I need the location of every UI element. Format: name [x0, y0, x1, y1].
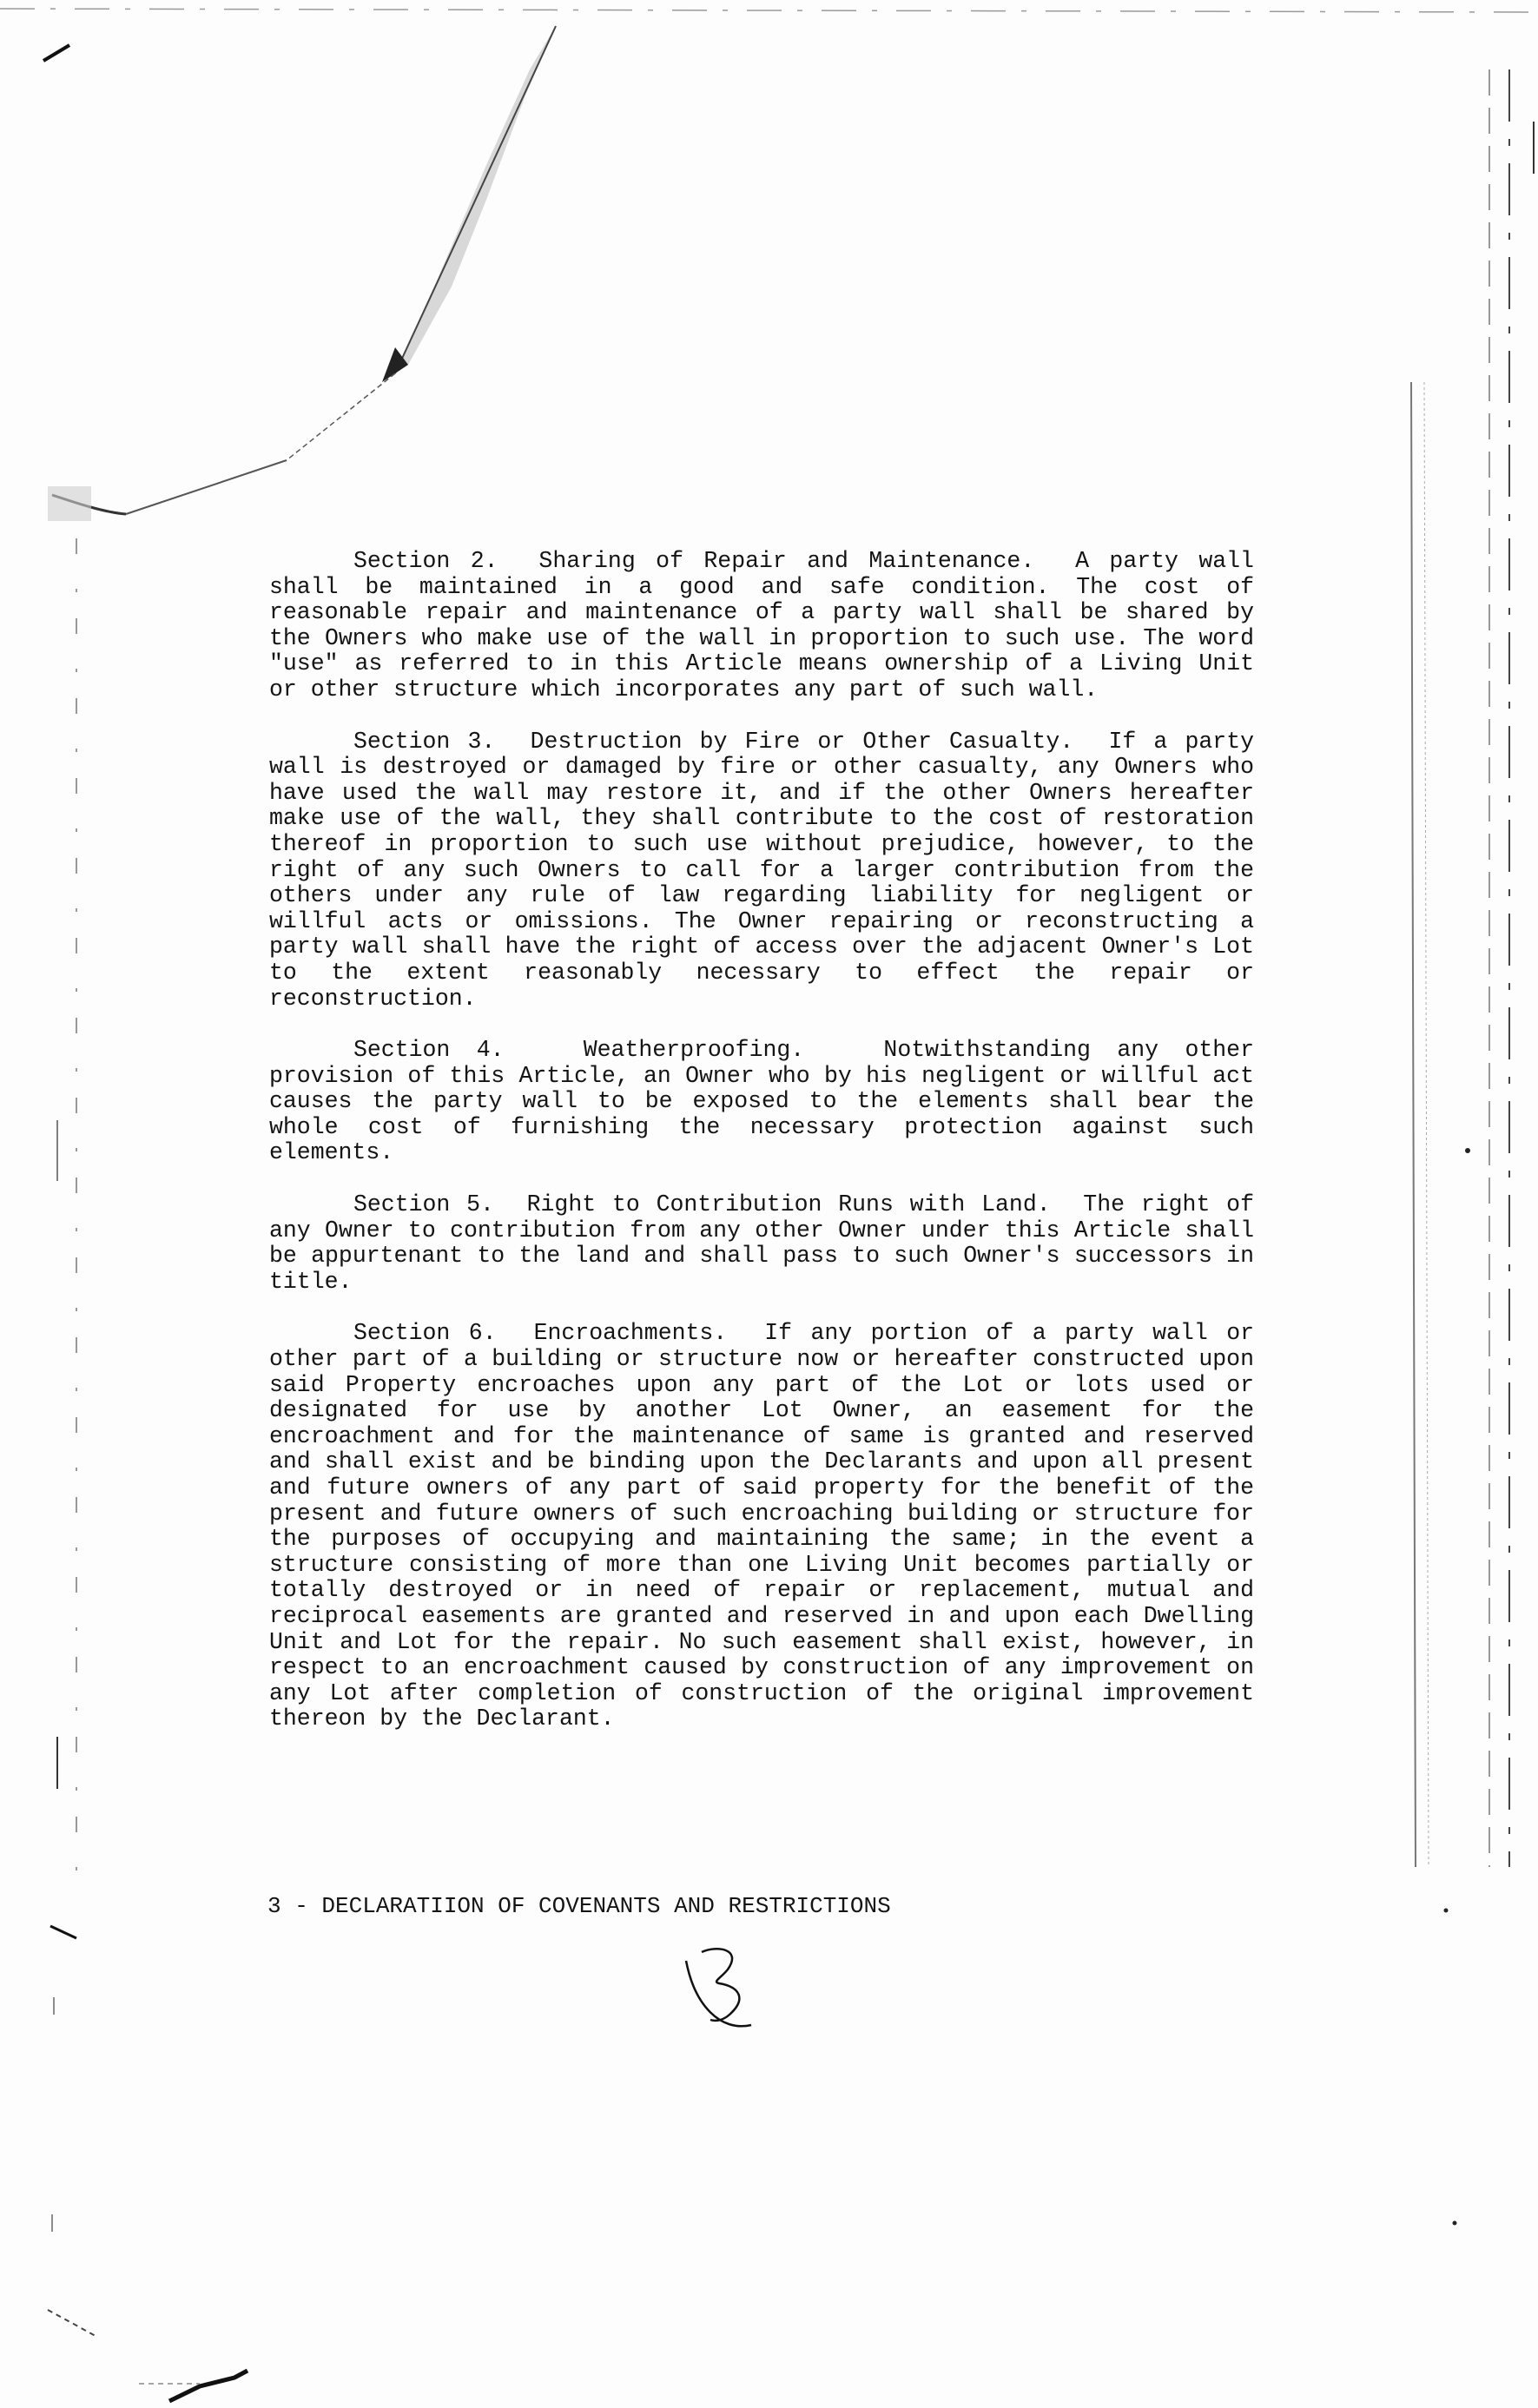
section-5-number: Section 5.	[353, 1191, 494, 1218]
section-3-text: If a party wall is destroyed or damaged by fire or other casualty, any Owners who have used the wall may restore it, and if the other Owners hereafter make use of the wall, they shall contribute to the cost of restoration thereof in proportion to such use without prejudice, however, to the right of any such Owners to call for a larger contribution from the others under any rule of law regarding liability for negligent or willful acts or omissions. The Owner repairing or reconstructing a party wall shall have the right of access over the adjacent Owner's Lot to the extent reasonably necessary to effect the repair or reconstruction.	[269, 728, 1254, 1012]
section-3-number: Section 3.	[353, 728, 496, 755]
section-4-number: Section 4.	[353, 1037, 505, 1064]
section-2-number: Section 2.	[353, 548, 498, 574]
section-6	[269, 1321, 1254, 1732]
handwritten-page-number	[677, 1945, 773, 2041]
section-5-heading: Right to Contribution Runs with Land.	[526, 1191, 1051, 1218]
page-footer: 3 - DECLARATIION OF COVENANTS AND RESTRICTIONS	[267, 1893, 891, 1919]
section-4	[269, 1038, 1254, 1166]
section-3	[269, 729, 1254, 1013]
section-4-text: Notwithstanding any other provision of this Article, an Owner who by his negligent or willful act causes the party wall to be exposed to the elements shall bear the whole cost of furnishing the necessary protection against such elements.	[269, 1037, 1254, 1166]
section-4-heading: Weatherproofing.	[583, 1037, 805, 1064]
section-5	[269, 1192, 1254, 1295]
section-2-text: A party wall shall be maintained in a good and safe condition. The cost of reasonable repair and maintenance of a party wall shall be shared by the Owners who make use of the wall in proportion to such use. The word "use" as referred to in this Article means ownership of a Living Unit or other structure which incorporates any part of such wall.	[269, 548, 1254, 703]
section-2	[269, 549, 1254, 703]
section-5-text: The right of any Owner to contribution from any other Owner under this Article shall be appurtenant to the land and shall pass to such Owner's successors in title.	[269, 1191, 1254, 1295]
section-6-number: Section 6.	[353, 1320, 497, 1347]
section-6-text: If any portion of a party wall or other part of a building or structure now or hereafter constructed upon said Property encroaches upon any part of the Lot or lots used or designated for use by another Lot Owner, an easement for the encroachment and for the maintenance of same is granted and reserved and shall exist and be binding upon the Declarants and upon all present and future owners of any part of said property for the benefit of the present and future owners of such encroaching building or structure for the purposes of occupying and maintaining the same; in the event a structure consisting of more than one Living Unit becomes partially or totally destroyed or in need of repair or replacement, mutual and reciprocal easements are granted and reserved in and upon each Dwelling Unit and Lot for the repair. No such easement shall exist, however, in respect to an encroachment caused by construction of any improvement on any Lot after completion of construction of the original improvement thereon by the Declarant.	[269, 1320, 1255, 1732]
folded-corner-shadow	[395, 26, 556, 373]
section-3-heading: Destruction by Fire or Other Casualty.	[530, 728, 1074, 755]
section-6-heading: Encroachments.	[533, 1320, 728, 1347]
section-2-heading: Sharing of Repair and Maintenance.	[538, 548, 1035, 574]
document-body	[269, 549, 1254, 1758]
